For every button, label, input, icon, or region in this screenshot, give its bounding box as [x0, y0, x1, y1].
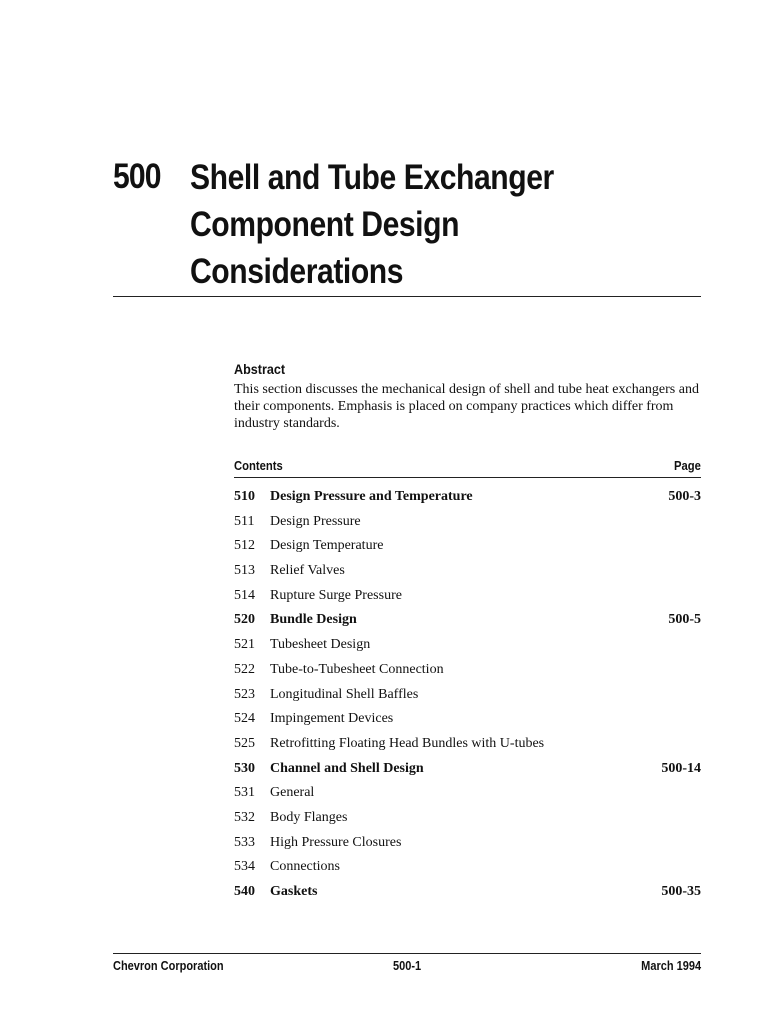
toc-entry-page: 500-14: [661, 760, 701, 776]
toc-entry-number: 512: [234, 538, 255, 554]
toc-entry[interactable]: [234, 559, 701, 584]
chapter-title-line: Shell and Tube Exchanger: [190, 158, 554, 197]
toc-entry[interactable]: [234, 633, 701, 658]
toc-entry-label: Connections: [270, 859, 340, 875]
toc-entry[interactable]: [234, 855, 701, 880]
toc-entry-label: Rupture Surge Pressure: [270, 587, 402, 603]
toc-entry[interactable]: [234, 781, 701, 806]
toc-entry[interactable]: [234, 707, 701, 732]
toc-entry-number: 522: [234, 661, 255, 677]
toc-entry-number: 532: [234, 809, 255, 825]
chapter-number: 500: [113, 157, 161, 196]
toc-entry-label: General: [270, 785, 315, 801]
footer-date: March 1994: [641, 959, 701, 973]
abstract-section: [234, 360, 704, 432]
toc-entry-label: Design Pressure and Temperature: [270, 489, 473, 504]
toc-entry[interactable]: [234, 658, 701, 683]
abstract-body: This section discusses the mechanical design of shell and tube heat exchangers and their components. Emphasis is placed on company practices which differ from industry standards.: [234, 382, 699, 431]
toc-entry-number: 533: [234, 834, 255, 850]
page-column-heading: Page: [674, 459, 701, 473]
toc-entry-number: 540: [234, 884, 255, 899]
toc-entry-number: 523: [234, 686, 255, 702]
toc-entry[interactable]: [234, 510, 701, 535]
toc-entry[interactable]: [234, 534, 701, 559]
toc-entry-label: Channel and Shell Design: [270, 760, 424, 776]
footer-publisher: Chevron Corporation: [113, 959, 224, 973]
table-of-contents: [234, 485, 701, 905]
toc-entry[interactable]: [234, 806, 701, 831]
chapter-title-line: Component Design: [190, 205, 460, 244]
toc-entry[interactable]: [234, 485, 701, 510]
abstract-heading: Abstract: [234, 361, 286, 377]
toc-entry-number: 514: [234, 587, 255, 603]
toc-entry-number: 534: [234, 859, 255, 875]
toc-entry-label: Retrofitting Floating Head Bundles with U-tubes: [270, 735, 545, 751]
toc-entry-label: Tubesheet Design: [270, 637, 371, 653]
toc-entry-label: Bundle Design: [270, 612, 357, 628]
toc-entry-label: Design Pressure: [270, 513, 361, 529]
toc-entry-number: 524: [234, 711, 255, 727]
toc-entry-number: 531: [234, 785, 255, 801]
toc-entry-page: 500-3: [668, 489, 701, 504]
toc-entry[interactable]: [234, 880, 701, 905]
toc-entry-page: 500-5: [668, 612, 701, 628]
footer-divider: [113, 953, 701, 954]
toc-entry-label: Impingement Devices: [270, 711, 394, 727]
toc-entry-label: Design Temperature: [270, 538, 384, 554]
toc-entry-label: High Pressure Closures: [270, 834, 402, 850]
toc-entry-label: Longitudinal Shell Baffles: [270, 686, 419, 702]
footer-page-number: 500-1: [393, 959, 422, 973]
chapter-title-line: Considerations: [190, 252, 404, 291]
toc-entry-number: 530: [234, 760, 255, 776]
toc-entry[interactable]: [234, 584, 701, 609]
title-divider: [113, 296, 701, 297]
toc-entry-number: 520: [234, 612, 255, 628]
toc-entry-number: 510: [234, 489, 255, 504]
toc-entry-number: 513: [234, 563, 255, 579]
contents-header: [234, 458, 701, 478]
toc-entry-label: Gaskets: [270, 884, 318, 899]
toc-entry[interactable]: [234, 732, 701, 757]
toc-entry-label: Body Flanges: [270, 809, 348, 825]
toc-entry-number: 511: [234, 513, 255, 529]
toc-entry[interactable]: [234, 608, 701, 633]
toc-entry-number: 521: [234, 637, 255, 653]
toc-entry[interactable]: [234, 683, 701, 708]
toc-entry-label: Relief Valves: [270, 563, 345, 579]
contents-heading: Contents: [234, 459, 283, 473]
chapter-title: [190, 154, 672, 295]
toc-entry[interactable]: [234, 831, 701, 856]
toc-entry-label: Tube-to-Tubesheet Connection: [270, 661, 444, 677]
toc-entry-page: 500-35: [661, 884, 701, 899]
toc-entry-number: 525: [234, 735, 255, 751]
toc-entry[interactable]: [234, 757, 701, 782]
